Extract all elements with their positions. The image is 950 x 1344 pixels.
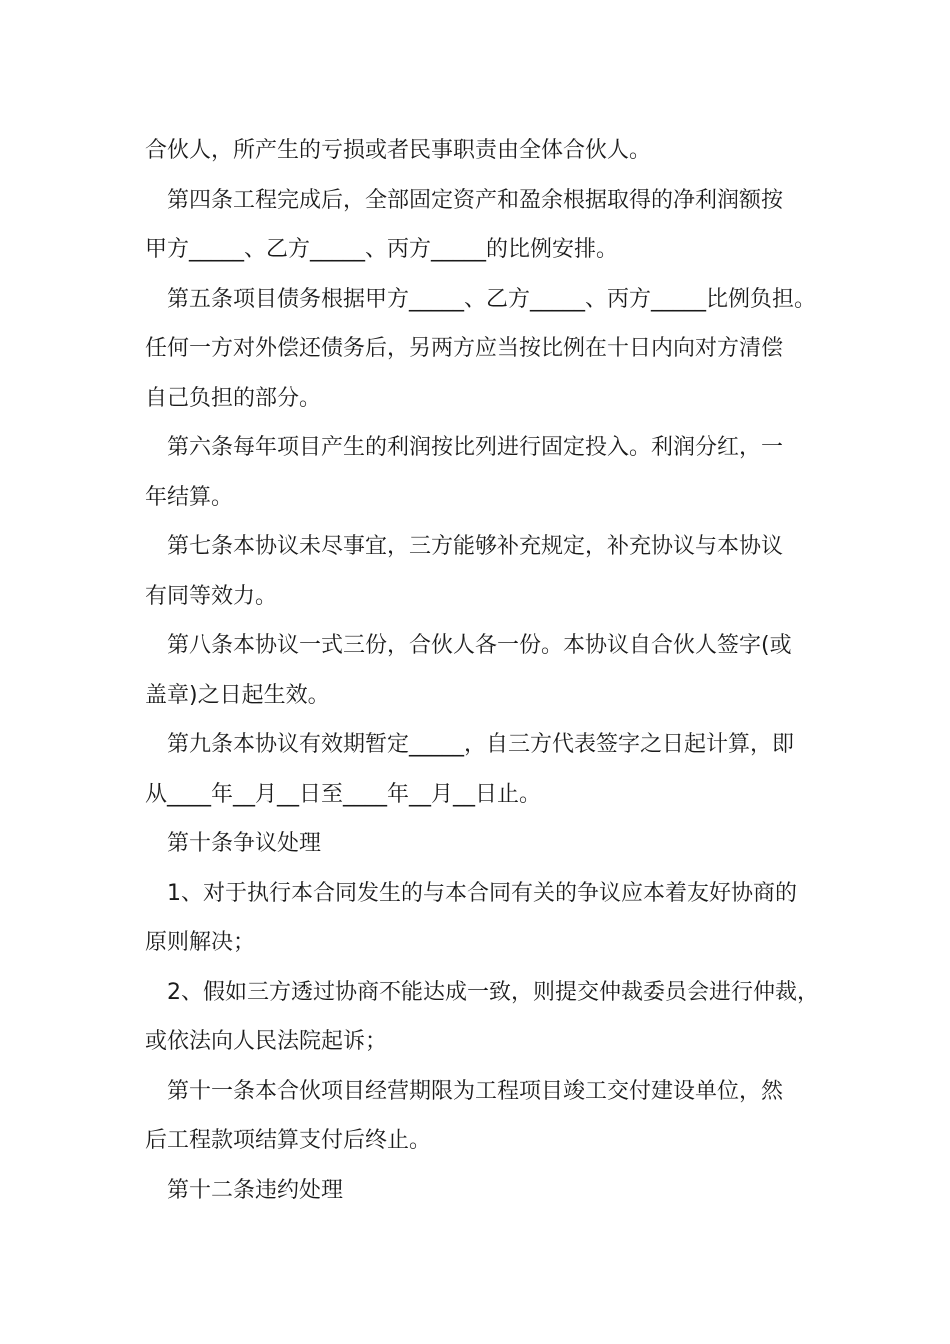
text-line: 年结算。 [145, 484, 234, 510]
text-line: 或依法向人民法院起诉； [145, 1029, 388, 1054]
text-line: 合伙人，所产生的亏损或者民事职责由全体合伙人。 [145, 138, 652, 163]
text-line: 原则解决； [145, 930, 256, 955]
text-line: 后工程款项结算支付后终止。 [145, 1128, 432, 1153]
text-line: 第十二条违约处理 [167, 1177, 344, 1203]
text-line: 第七条本协议未尽事宜，三方能够补充规定，补充协议与本协议 [167, 534, 784, 559]
text-line: 第十条争议处理 [167, 831, 322, 856]
text-line: 第五条项目债务根据甲方_____、乙方_____、丙方_____比例负担。 [167, 286, 817, 312]
text-line: 第四条工程完成后，全部固定资产和盈余根据取得的净利润额按 [167, 187, 784, 213]
text-line: 有同等效力。 [145, 583, 278, 609]
text-line: 第八条本协议一式三份，合伙人各一份。本协议自合伙人签字(或 [167, 633, 792, 658]
text-line: 第十一条本合伙项目经营期限为工程项目竣工交付建设单位，然 [167, 1078, 784, 1104]
document-body [145, 126, 825, 1215]
text-line: 第九条本协议有效期暂定_____，自三方代表签字之日起计算，即 [167, 732, 795, 757]
text-line: 盖章)之日起生效。 [145, 682, 330, 708]
text-line: 第六条每年项目产生的利润按比列进行固定投入。利润分红，一 [167, 435, 784, 460]
text-line: 任何一方对外偿还债务后，另两方应当按比例在十日内向对方清偿 [145, 336, 784, 361]
text-line: 从____年__月__日至____年__月__日止。 [145, 781, 542, 807]
text-line: 自己负担的部分。 [145, 385, 322, 411]
text-line: 甲方_____、乙方_____、丙方_____的比例安排。 [145, 237, 619, 262]
text-line: 1、对于执行本合同发生的与本合同有关的争议应本着友好协商的 [167, 880, 797, 906]
text-line: 2、假如三方透过协商不能达成一致，则提交仲裁委员会进行仲裁， [167, 979, 819, 1005]
